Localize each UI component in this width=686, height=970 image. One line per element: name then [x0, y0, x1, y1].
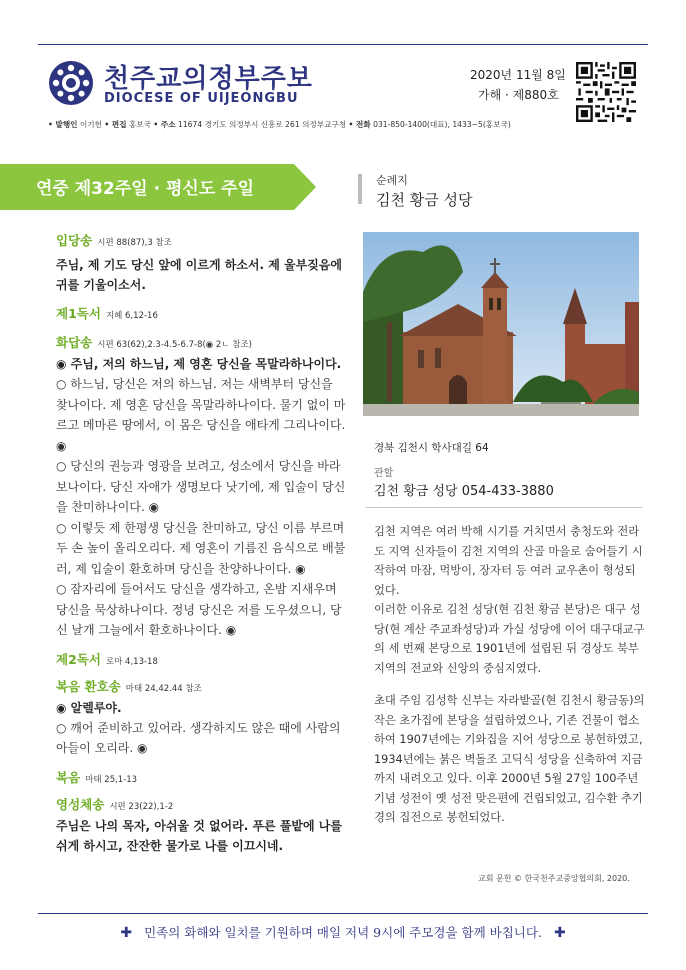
cross-icon: ✚ — [120, 925, 133, 941]
gospel-label: 복음 — [56, 769, 81, 785]
pilgrimage-title: 김천 황금 성당 — [376, 191, 473, 209]
communion-text: 주님은 나의 목자, 아쉬울 것 없어라. 푸른 풀밭에 나를 쉬게 하시고, 잔잔한 물가로 나를 이끄시네. — [56, 818, 342, 853]
psalm-verse: ○ 당신의 권능과 영광을 보려고, 성소에서 당신을 바라보나이다. 당신 자애가 생명보다 낫기에, 제 입술이 당신을 찬미하나이다. ◉ — [56, 459, 346, 514]
footer — [0, 923, 686, 941]
acclamation-ref: 마태 24,42.44 참조 — [125, 683, 202, 694]
footer-rule — [38, 913, 648, 914]
pilgrimage-label: 순례지 — [376, 174, 408, 187]
psalm-label: 화답송 — [56, 335, 93, 350]
entrance-label: 입당송 — [56, 233, 93, 248]
issue-number: 가해 · 제880호 — [478, 88, 559, 102]
acclamation-label: 복음 환호송 — [56, 678, 121, 694]
psalm-ref: 시편 63(62),2.3-4.5-6.7-8(◉ 2ㄴ 참조) — [97, 340, 252, 350]
reading1-heading — [56, 303, 346, 322]
qr-code-icon — [576, 62, 636, 122]
reading2-label: 제2독서 — [56, 651, 101, 667]
communion-ref: 시편 23(22),1-2 — [109, 801, 174, 812]
gospel-ref: 마태 25,1-13 — [85, 774, 138, 785]
footer-text: 민족의 화해와 일치를 기원하며 매일 저녁 9시에 주모경을 함께 바칩니다. — [144, 925, 542, 940]
acclamation-response: ◉ 알렐루야. — [56, 700, 122, 715]
publication-info — [48, 119, 511, 130]
reading1-ref: 지혜 6,12-16 — [105, 311, 158, 321]
publisher: 이기헌 — [79, 120, 102, 129]
address-label: • 주소 — [153, 120, 176, 129]
acclamation-verse: ○ 깨어 준비하고 있어라. 생각하지도 않은 때에 사람의 아들이 오리라. ◉ — [56, 720, 341, 755]
address: 11674 경기도 의정부시 신흥로 261 의정부교구청 — [178, 120, 347, 129]
phone: 031-850-1400(대표), 1433~5(홍보국) — [373, 120, 511, 129]
pilgrimage-marker — [358, 174, 362, 204]
diocese-logo — [48, 60, 94, 106]
communion-heading — [56, 794, 346, 813]
communion-label: 영성체송 — [56, 796, 105, 812]
pilgrimage-address: 경북 김천시 학사대길 64 — [374, 442, 489, 454]
issue-date: 2020년 11월 8일 — [470, 68, 566, 82]
psalm-verse: ○ 이렇듯 제 한평생 당신을 찬미하고, 당신 이름 부르며 두 손 높이 올리오리다. 제 영혼이 기름진 음식으로 배불러, 제 입술이 환호하며 당신을 찬양하나이다. ◉ — [56, 520, 346, 576]
sunday-title: 연중 제32주일 · 평신도 주일 — [36, 179, 255, 199]
section-divider — [366, 507, 642, 508]
editor-label: • 편집 — [104, 120, 127, 129]
body-paragraph — [374, 522, 646, 678]
psalm-verse: ○ 잠자리에 들어서도 당신을 생각하고, 온밤 지새우며 당신을 묵상하나이다. 정녕 당신은 저를 도우셨으니, 당신 날개 그늘에서 환호하나이다. ◉ — [56, 582, 342, 637]
reading2-heading — [56, 649, 346, 668]
jurisdiction-contact: 김천 황금 성당 054-433-3880 — [374, 484, 554, 499]
church-photo — [363, 232, 639, 416]
liturgy-column — [56, 230, 346, 856]
psalm-heading — [56, 332, 346, 351]
newsletter-title-en: DIOCESE OF UIJEONGBU — [104, 91, 299, 106]
body-paragraph-text: 김천 지역은 여러 박해 시기를 거치면서 충청도와 전라도 지역 신자들이 김천 지역의 산골 마을로 숨어들기 시작하여 마잠, 먹방이, 장자터 등 여러 교우촌이 형성되었다. — [374, 525, 643, 597]
phone-label: • 전화 — [348, 120, 371, 129]
entrance-heading — [56, 230, 346, 249]
banner-arrow-icon — [294, 164, 316, 210]
body-paragraph: 초대 주임 김성학 신부는 자라밭골(현 김천시 황금동)의 작은 초가집에 본당을 설립하였으나, 기존 건물이 협소하여 1907년에는 기와집을 지어 성당으로 봉헌하였고, 1934년에는 붉은 벽돌조 고딕식 성당을 신축하여 지금까지 내려오고 있다. 이후 2000년 5월 27일 100주년 기념 성전이 옛 성전 맞은편에 건립되었고, 김수환 추기경의 집전으로 봉헌되었다. — [374, 694, 645, 824]
editor: 홍보국 — [128, 120, 151, 129]
psalm-verse: ○ 하느님, 당신은 저의 하느님. 저는 새벽부터 당신을 찾나이다. 제 영혼 당신을 목말라하나이다. 물기 없이 마르고 메마른 땅에서, 이 몸은 당신을 애타게 그리나이다. ◉ — [56, 377, 346, 453]
entrance-text: 주님, 제 기도 당신 앞에 이르게 하소서. 제 울부짖음에 귀를 기울이소서. — [56, 258, 342, 292]
body-paragraph-text: 이러한 이유로 김천 성당(현 김천 황금 본당)은 대구 성당(현 계산 주교좌성당)과 가실 성당에 이어 대구대교구의 세 번째 본당으로 1901년에 설립된 뒤 경상도 북부 지역의 전교와 신앙의 중심지였다. — [374, 603, 645, 675]
gospel-heading — [56, 767, 346, 786]
jurisdiction-label: 관할 — [374, 468, 394, 479]
newsletter-title: 천주교의정부주보 — [104, 64, 313, 94]
reading2-ref: 로마 4,13-18 — [105, 656, 158, 667]
entrance-ref: 시편 88(87),3 참조 — [97, 238, 172, 248]
psalm-response: ◉ 주님, 저의 하느님, 제 영혼 당신을 목말라하나이다. — [56, 357, 342, 371]
pilgrimage-body — [374, 522, 646, 841]
header-top-rule — [38, 44, 648, 45]
copyright-credit: 교회 문헌 © 한국천주교중앙협의회, 2020. — [478, 874, 630, 883]
publisher-label: • 발행인 — [48, 120, 78, 129]
acclamation-heading — [56, 676, 346, 695]
cross-icon: ✚ — [553, 925, 566, 941]
reading1-label: 제1독서 — [56, 306, 101, 321]
